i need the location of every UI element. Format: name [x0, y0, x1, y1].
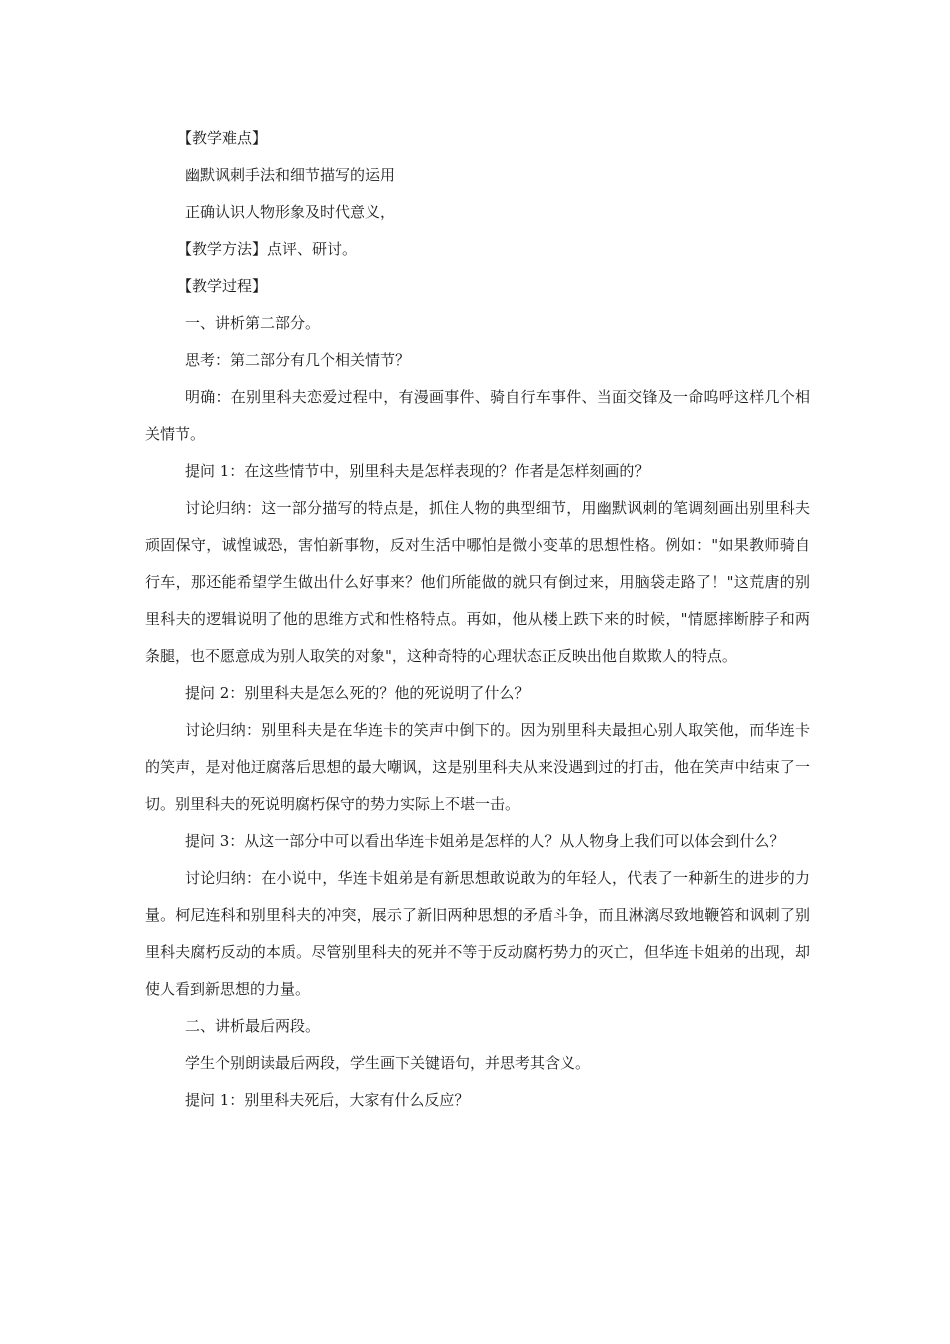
- section-title: 一、讲析第二部分。: [185, 314, 321, 332]
- heading-teaching-difficulty: 【教学难点】: [177, 129, 268, 147]
- paragraph: 学生个别朗读最后两段，学生画下关键语句，并思考其含义。: [185, 1054, 591, 1072]
- paragraph: 幽默讽刺手法和细节描写的运用: [185, 166, 396, 184]
- heading-teaching-process: 【教学过程】: [177, 277, 268, 295]
- discussion-summary: 讨论归纳：这一部分描写的特点是，抓住人物的典型细节，用幽默讽刺的笔调刻画出别里科夫顽固保守，诚惶诚恐，害怕新事物，反对生活中哪怕是微小变革的思想性格。例如："如果教师骑自行车，那还能希望学生做出什么好事来？他们所能做的就只有倒过来，用脑袋走路了！"这荒唐的别里科夫的逻辑说明了他的思维方式和性格特点。再如，他从楼上跌下来的时候，"情愿摔断脖子和两条腿，也不愿意成为别人取笑的对象"，这种奇特的心理状态正反映出他自欺欺人的特点。: [145, 499, 810, 665]
- discussion-summary: 讨论归纳：别里科夫是在华连卡的笑声中倒下的。因为别里科夫最担心别人取笑他，而华连卡的笑声，是对他迂腐落后思想的最大嘲讽，这是别里科夫从来没遇到过的打击，他在笑声中结束了一切。别里科夫的死说明腐朽保守的势力实际上不堪一击。: [145, 721, 810, 813]
- question: 提问 1：在这些情节中，别里科夫是怎样表现的？作者是怎样刻画的？: [185, 462, 650, 480]
- paragraph: 思考：第二部分有几个相关情节？: [185, 351, 411, 369]
- question: 提问 1：别里科夫死后，大家有什么反应？: [185, 1091, 470, 1109]
- document-body: [145, 120, 810, 1119]
- question: 提问 2：别里科夫是怎么死的？他的死说明了什么？: [185, 684, 530, 702]
- paragraph: 正确认识人物形象及时代意义，: [185, 203, 396, 221]
- discussion-summary: 讨论归纳：在小说中，华连卡姐弟是有新思想敢说敢为的年轻人，代表了一种新生的进步的力量。柯尼连科和别里科夫的冲突，展示了新旧两种思想的矛盾斗争，而且淋漓尽致地鞭笞和讽刺了别里科夫腐朽反动的本质。尽管别里科夫的死并不等于反动腐朽势力的灭亡，但华连卡姐弟的出现，却使人看到新思想的力量。: [145, 869, 810, 998]
- heading-teaching-method: 【教学方法】点评、研讨。: [177, 240, 358, 258]
- question: 提问 3：从这一部分中可以看出华连卡姐弟是怎样的人？从人物身上我们可以体会到什么？: [185, 832, 785, 850]
- paragraph: 明确：在别里科夫恋爱过程中，有漫画事件、骑自行车事件、当面交锋及一命呜呼这样几个相关情节。: [145, 388, 810, 443]
- section-title: 二、讲析最后两段。: [185, 1017, 321, 1035]
